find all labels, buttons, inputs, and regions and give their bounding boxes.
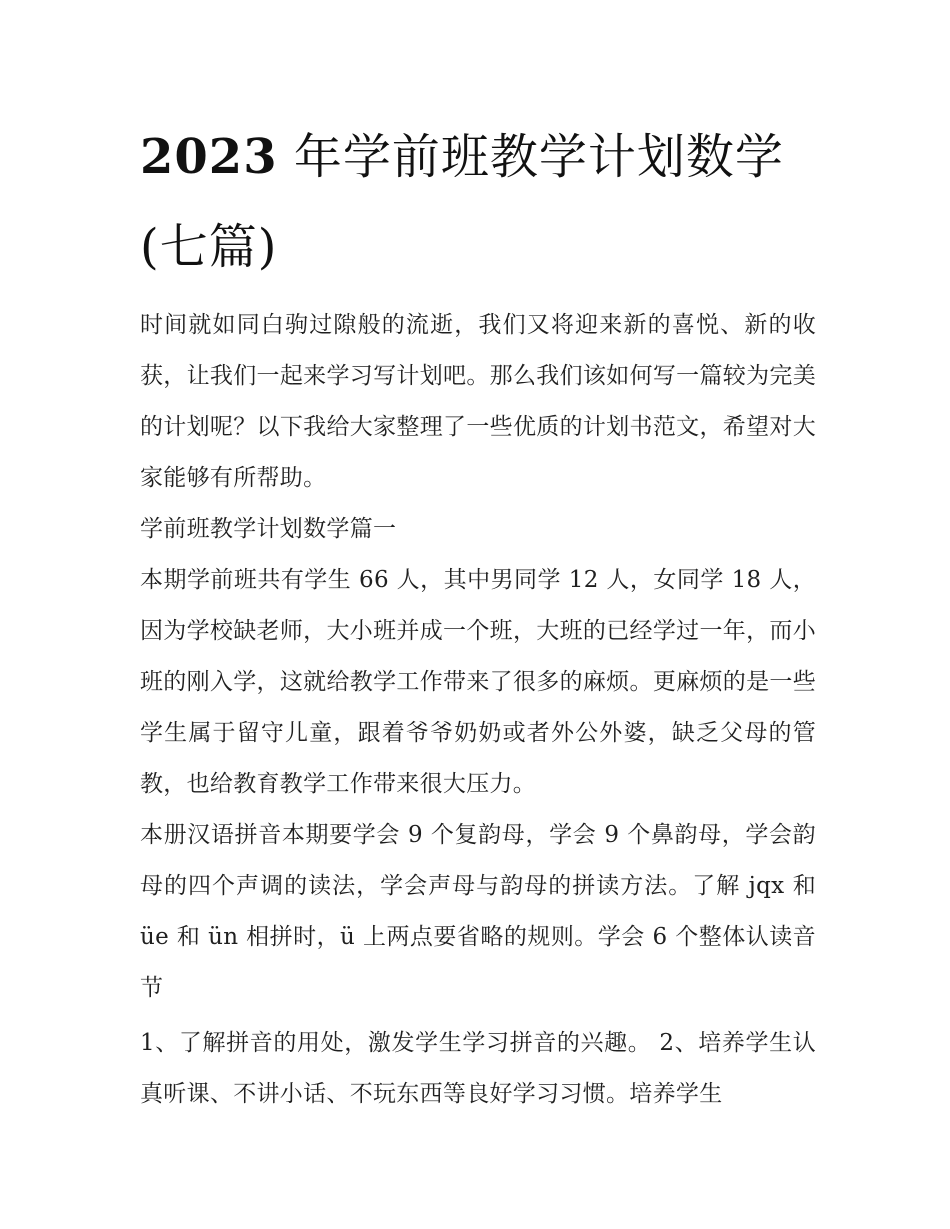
- body-paragraph-2: 本册汉语拼音本期要学会 9 个复韵母，学会 9 个鼻韵母，学会韵母的四个声调的读法，学会声母与韵母的拼读方法。了解 jqx 和 üe 和 ün 相拼时，ü 上两点要省略的规则。学会 6 个整体认读音节: [140, 822, 816, 1001]
- section-heading: 学前班教学计划数学篇一: [140, 516, 397, 542]
- document-body: [140, 112, 816, 1120]
- body-paragraph-1: 本期学前班共有学生 66 人，其中男同学 12 人，女同学 18 人，因为学校缺老师，大小班并成一个班，大班的已经学过一年，而小班的刚入学，这就给教学工作带来了很多的麻烦。更麻烦的是一些学生属于留守儿童，跟着爷爷奶奶或者外公外婆，缺乏父母的管教，也给教育教学工作带来很大压力。: [140, 567, 816, 797]
- title-year: 2023: [140, 129, 278, 185]
- document-title: [140, 112, 816, 292]
- title-text: 年学前班教学计划数学(七篇): [140, 129, 784, 275]
- intro-paragraph: 时间就如同白驹过隙般的流逝，我们又将迎来新的喜悦、新的收获，让我们一起来学习写计划吧。那么我们该如何写一篇较为完美的计划呢？以下我给大家整理了一些优质的计划书范文，希望对大家能够有所帮助。: [140, 312, 816, 491]
- body-paragraph-3: 1、了解拼音的用处，激发学生学习拼音的兴趣。 2、培养学生认真听课、不讲小话、不玩东西等良好学习习惯。培养学生: [140, 1030, 816, 1107]
